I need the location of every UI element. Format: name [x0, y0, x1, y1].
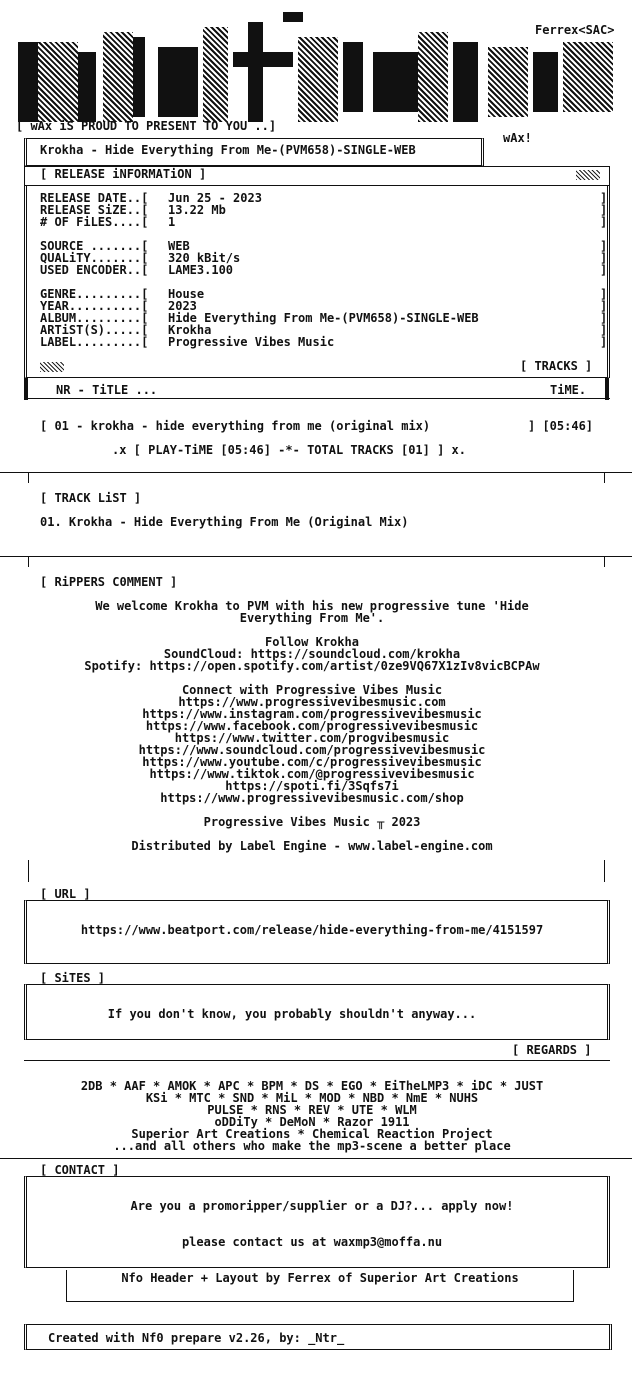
info-value: Krokha	[168, 323, 212, 337]
comment-line: https://www.youtube.com/c/progressivevibesmusic	[142, 755, 482, 769]
bracket: ]	[600, 335, 608, 349]
info-label: USED ENCODER..[	[40, 263, 149, 277]
release-url[interactable]: https://www.beatport.com/release/hide-everything-from-me/4151597	[80, 923, 544, 937]
comment-line: https://www.instagram.com/progressivevibesmusic	[142, 707, 482, 721]
comment-line: SoundCloud: https://soundcloud.com/krokha	[163, 647, 461, 661]
bracket: ]	[600, 287, 608, 301]
regards-line: PULSE * RNS * REV * UTE * WLM	[207, 1103, 417, 1117]
comment-line: Follow Krokha	[265, 635, 359, 649]
regards-line: 2DB * AAF * AMOK * APC * BPM * DS * EGO * EiTheLMP3 * iDC * JUST	[80, 1079, 544, 1093]
release-info-heading: [ RELEASE iNFORMATiON ]	[40, 167, 207, 181]
bracket: ]	[600, 239, 608, 253]
info-value: 2023	[168, 299, 197, 313]
info-label: QUALiTY.......[	[40, 251, 149, 265]
sites-text: If you don't know, you probably shouldn't anyway...	[107, 1007, 477, 1021]
comment-line: Connect with Progressive Vibes Music	[181, 683, 443, 697]
info-label: LABEL.........[	[40, 335, 149, 349]
hatch-decoration	[40, 362, 64, 372]
info-value: WEB	[168, 239, 190, 253]
info-value: 13.22 Mb	[168, 203, 226, 217]
bracket: ]	[600, 311, 608, 325]
comment-line: https://www.progressivevibesmusic.com/shop	[160, 791, 464, 805]
bracket: ]	[600, 263, 608, 277]
rippers-comment-heading: [ RiPPERS C0MMENT ]	[40, 575, 178, 589]
regards-line: ...and all others who make the mp3-scene a better place	[113, 1139, 511, 1153]
contact-line-1: Are you a promoripper/supplier or a DJ?... apply now!	[130, 1199, 514, 1213]
release-title: Krokha - Hide Everything From Me-(PVM658)-SINGLE-WEB	[40, 143, 416, 157]
comment-line: https://www.twitter.com/progvibesmusic	[174, 731, 450, 745]
regards-line: KSi * MTC * SND * MiL * MOD * NBD * NmE * NUHS	[145, 1091, 479, 1105]
info-label: YEAR..........[	[40, 299, 149, 313]
comment-line: We welcome Krokha to PVM with his new progressive tune 'Hide	[95, 599, 529, 613]
bracket: ]	[600, 251, 608, 265]
bracket: ]	[600, 191, 608, 205]
regards-line: oDDiTy * DeMoN * Razor 1911	[214, 1115, 410, 1129]
comment-line: https://www.soundcloud.com/progressivevibesmusic	[138, 743, 486, 757]
bracket: ]	[600, 299, 608, 313]
info-value: Jun 25 - 2023	[168, 191, 262, 205]
col-time: TiME.	[550, 383, 587, 397]
contact-box	[24, 1176, 610, 1268]
info-value: House	[168, 287, 205, 301]
comment-line: Progressive Vibes Music ╥ 2023	[203, 815, 421, 829]
group-tag: wAx!	[503, 131, 532, 145]
regards-line: Superior Art Creations * Chemical Reaction Project	[131, 1127, 493, 1141]
track-time: ] [05:46]	[528, 419, 594, 433]
hatch-decoration	[576, 170, 600, 180]
info-label: # OF FiLES....[	[40, 215, 149, 229]
info-value: Progressive Vibes Music	[168, 335, 335, 349]
comment-line: https://spoti.fi/3Sqfs7i	[225, 779, 399, 793]
url-heading: [ URL ]	[40, 887, 91, 901]
bracket: ]	[600, 323, 608, 337]
tracks-label: [ TRACKS ]	[520, 359, 593, 373]
info-label: RELEASE SiZE..[	[40, 203, 149, 217]
comment-line: https://www.progressivevibesmusic.com	[178, 695, 446, 709]
info-label: ARTiST(S).....[	[40, 323, 149, 337]
info-value: LAME3.100	[168, 263, 234, 277]
regards-heading: [ REGARDS ]	[512, 1043, 592, 1057]
info-label: SOURCE .......[	[40, 239, 149, 253]
comment-line: Distributed by Label Engine - www.label-engine.com	[131, 839, 493, 853]
track-list-heading: [ TRACK LiST ]	[40, 491, 142, 505]
comment-line: https://www.tiktok.com/@progressivevibesmusic	[149, 767, 475, 781]
contact-heading: [ CONTACT ]	[40, 1163, 120, 1177]
created-with: Created with Nf0 prepare v2.26, by: _Ntr_	[48, 1331, 345, 1345]
tagline: [ wAx iS PROUD TO PRESENT TO YOU ..]	[16, 119, 277, 133]
info-value: 1	[168, 215, 176, 229]
col-nr-title: NR - TiTLE ...	[56, 383, 158, 397]
info-label: RELEASE DATE..[	[40, 191, 149, 205]
author-tag: Ferrex<SAC>	[535, 23, 615, 37]
sites-heading: [ SiTES ]	[40, 971, 106, 985]
track-entry: [ 01 - krokha - hide everything from me (original mix)	[40, 419, 431, 433]
info-value: Hide Everything From Me-(PVM658)-SINGLE-WEB	[168, 311, 479, 325]
comment-line: Everything From Me'.	[239, 611, 385, 625]
track-list-item: 01. Krokha - Hide Everything From Me (Original Mix)	[40, 515, 409, 529]
bracket: ]	[600, 203, 608, 217]
bracket: ]	[600, 215, 608, 229]
wax-logo	[8, 12, 624, 122]
info-label: ALBUM.........[	[40, 311, 149, 325]
comment-line: Spotify: https://open.spotify.com/artist/0ze9VQ67X1zIv8vicBCPAw	[84, 659, 540, 673]
comment-line: https://www.facebook.com/progressivevibesmusic	[145, 719, 479, 733]
info-label: GENRE.........[	[40, 287, 149, 301]
layout-credit: Nfo Header + Layout by Ferrex of Superior Art Creations	[121, 1271, 519, 1285]
contact-email[interactable]: please contact us at waxmp3@moffa.nu	[181, 1235, 443, 1249]
tracks-summary: .x [ PLAY-TiME [05:46] -*- TOTAL TRACKS [01] ] x.	[112, 443, 467, 457]
info-value: 320 kBit/s	[168, 251, 241, 265]
